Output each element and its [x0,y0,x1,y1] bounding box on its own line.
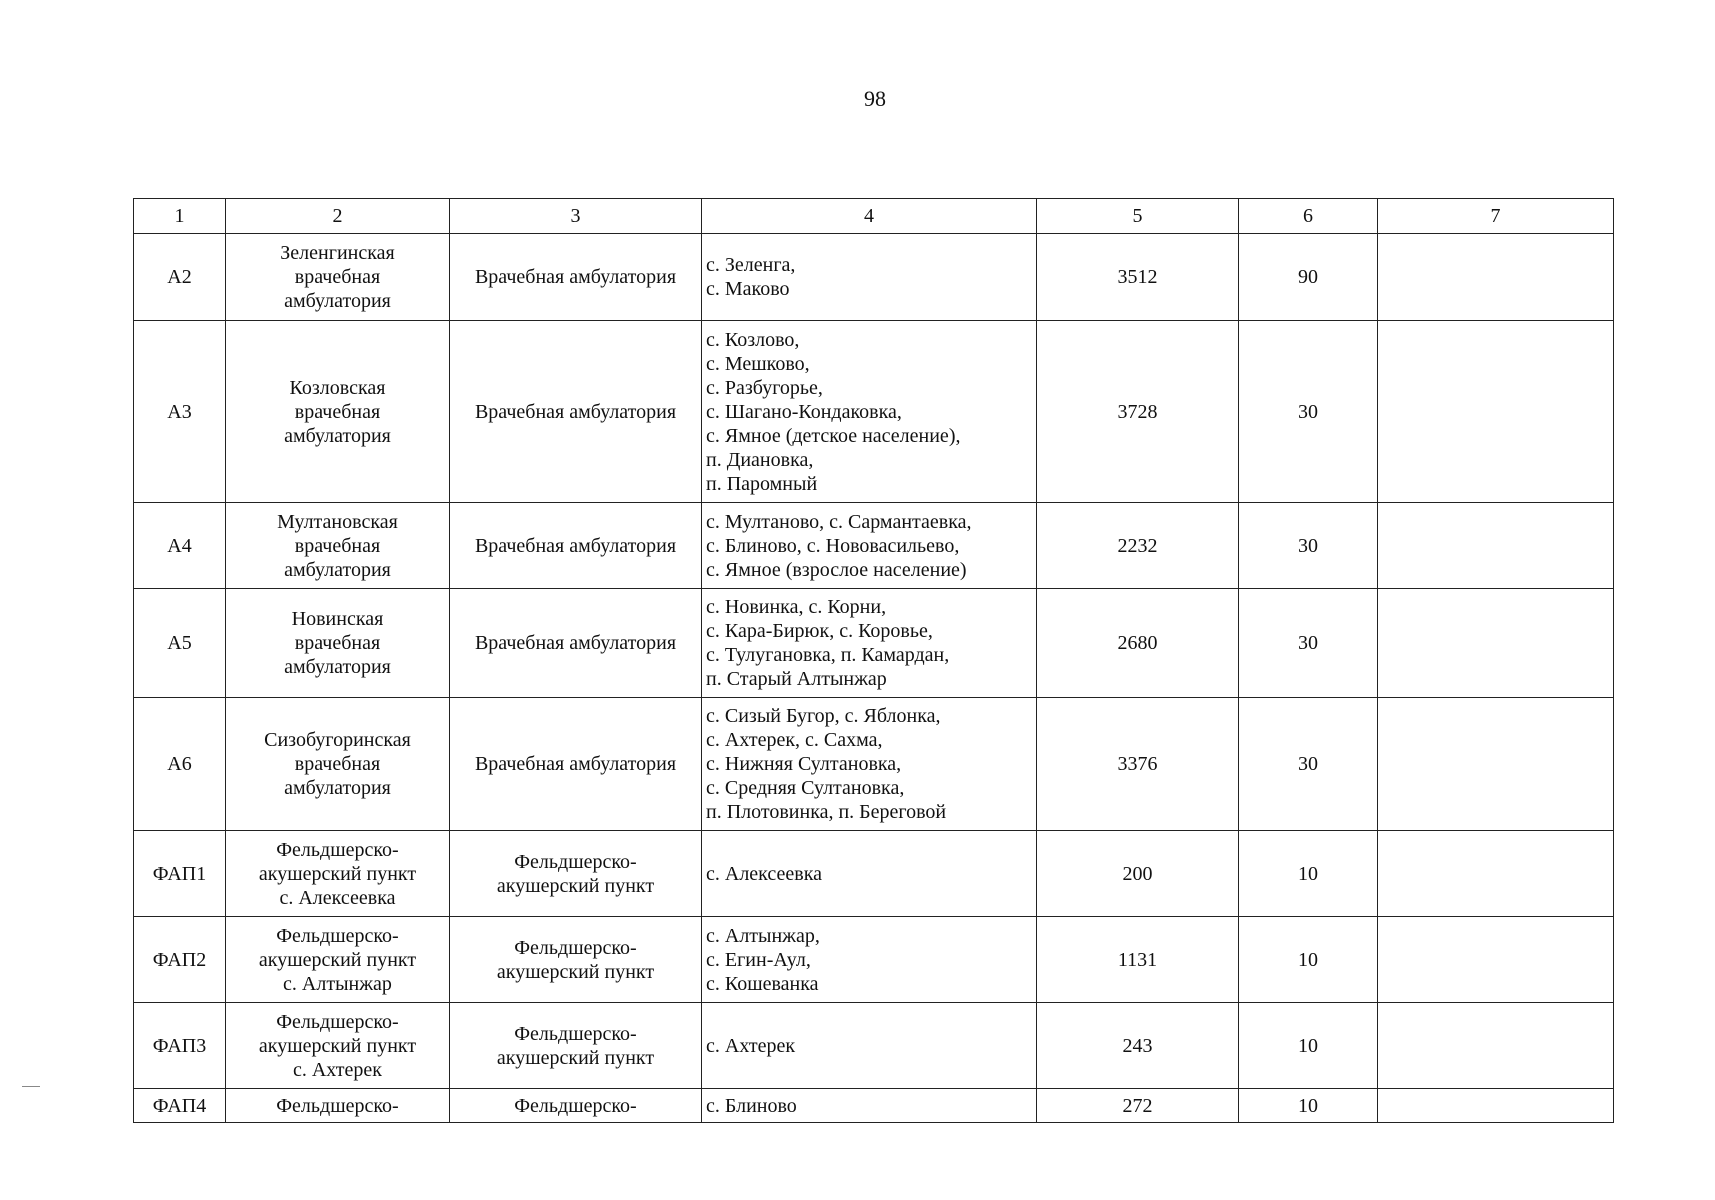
served-localities-line: с. Ахтерек, с. Сахма, [706,729,883,751]
served-localities [702,1003,1037,1089]
served-localities [702,831,1037,917]
facility-name-line: Фельдшерско- [276,1010,399,1033]
served-localities [702,321,1037,503]
served-localities-line: с. Ямное (взрослое население) [706,558,967,581]
population-value: 3728 [1037,321,1239,503]
facility-type-line: Врачебная амбулатория [474,266,677,288]
facilities-table [133,198,1614,1123]
served-localities-line: с. Маково [706,278,790,300]
facility-name-line: врачебная [294,266,381,288]
served-localities [702,917,1037,1003]
population-value: 1131 [1037,917,1239,1003]
table-row [134,1003,1614,1089]
facility-name [226,589,450,698]
served-localities-line: с. Средняя Султановка, [706,777,905,799]
facility-name [226,831,450,917]
distance-value: 30 [1239,589,1378,698]
facility-name-line: Сизобугоринская [264,729,411,751]
facility-name-line: амбулатория [284,777,391,799]
served-localities-line: с. Разбугорье, [706,376,823,399]
distance-value: 10 [1239,831,1378,917]
page-number: 98 [864,86,886,111]
population-value: 2680 [1037,589,1239,698]
table-row [134,1089,1614,1123]
note-cell [1378,234,1614,321]
facility-name-line: Зеленгинская [280,242,395,264]
header-cell-7: 7 [1378,199,1614,234]
note-cell [1378,503,1614,589]
table-row [134,503,1614,589]
table-row [134,831,1614,917]
facility-name-line: Фельдшерско- [276,838,399,861]
distance-value: 10 [1239,917,1378,1003]
served-localities-line: с. Тулугановка, п. Камардан, [706,644,950,666]
distance-value: 30 [1239,321,1378,503]
facility-type-line: Фельдшерско- [514,850,637,873]
served-localities-line: с. Егин-Аул, [706,948,811,971]
facility-name-line: с. Алтынжар [283,972,392,995]
served-localities-line: с. Новинка, с. Корни, [706,596,887,618]
facility-code: ФАП2 [134,917,226,1003]
facility-name-line: акушерский пункт [258,948,417,971]
served-localities-line: с. Блиново [706,1094,797,1117]
facility-name-line: акушерский пункт [258,1034,417,1057]
facility-type-line: Фельдшерско- [514,1022,637,1045]
facility-type-line: Врачебная амбулатория [474,400,677,423]
served-localities [702,1089,1037,1123]
facility-code: ФАП4 [134,1089,226,1123]
served-localities-line: п. Паромный [706,472,818,495]
distance-value: 10 [1239,1003,1378,1089]
facility-name-line: врачебная [294,534,381,557]
facility-name [226,1003,450,1089]
facility-name [226,698,450,831]
facility-code: А5 [134,589,226,698]
facility-name-line: врачебная [294,400,381,423]
population-value: 272 [1037,1089,1239,1123]
header-cell-6: 6 [1239,199,1378,234]
note-cell [1378,1089,1614,1123]
table-row [134,234,1614,321]
population-value: 3512 [1037,234,1239,321]
facility-type [450,917,702,1003]
facility-name-line: Фельдшерско- [276,1094,399,1117]
facility-name [226,503,450,589]
note-cell [1378,698,1614,831]
facility-type [450,1089,702,1123]
served-localities [702,589,1037,698]
served-localities-line: с. Ямное (детское население), [706,424,961,447]
distance-value: 30 [1239,503,1378,589]
served-localities-line: с. Шагано-Кондаковка, [706,400,902,423]
facility-name-line: амбулатория [284,290,391,312]
facility-name [226,1089,450,1123]
served-localities-line: с. Кошеванка [706,972,819,995]
facility-code: А3 [134,321,226,503]
served-localities [702,698,1037,831]
facility-name-line: Козловская [289,376,386,399]
served-localities-line: п. Плотовинка, п. Береговой [706,801,947,823]
facility-type [450,503,702,589]
distance-value: 90 [1239,234,1378,321]
table-row [134,917,1614,1003]
distance-value: 10 [1239,1089,1378,1123]
header-cell-5: 5 [1037,199,1239,234]
table-row [134,589,1614,698]
facility-type-line: Фельдшерско- [514,1094,637,1117]
note-cell [1378,321,1614,503]
served-localities-line: с. Блиново, с. Нововасильево, [706,534,960,557]
population-value: 243 [1037,1003,1239,1089]
facility-type [450,321,702,503]
served-localities-line: с. Алексеевка [706,862,823,885]
facility-name [226,234,450,321]
facility-name-line: Мултановская [277,510,398,533]
facility-code: ФАП1 [134,831,226,917]
facility-name-line: врачебная [294,632,381,654]
header-cell-2: 2 [226,199,450,234]
served-localities [702,234,1037,321]
header-cell-3: 3 [450,199,702,234]
served-localities-line: п. Старый Алтынжар [706,668,887,690]
note-cell [1378,917,1614,1003]
note-cell [1378,589,1614,698]
facility-name-line: врачебная [294,753,381,775]
table-body [134,234,1614,1123]
facility-type [450,1003,702,1089]
served-localities-line: с. Нижняя Султановка, [706,753,902,775]
facility-code: ФАП3 [134,1003,226,1089]
population-value: 200 [1037,831,1239,917]
facility-name-line: амбулатория [284,656,391,678]
facility-code: А2 [134,234,226,321]
served-localities-line: с. Мешково, [706,352,810,375]
facility-name-line: акушерский пункт [258,862,417,885]
facility-name-line: амбулатория [284,424,391,447]
facility-name-line: амбулатория [284,558,391,581]
table-header [134,199,1614,234]
note-cell [1378,1003,1614,1089]
served-localities [702,503,1037,589]
facility-type [450,698,702,831]
served-localities-line: п. Диановка, [706,448,814,471]
population-value: 3376 [1037,698,1239,831]
facility-name-line: с. Алексеевка [279,886,396,909]
facility-type-line: акушерский пункт [496,960,655,983]
facility-name-line: Новинская [291,608,384,630]
header-cell-1: 1 [134,199,226,234]
facility-type-line: Врачебная амбулатория [474,632,677,654]
served-localities-line: с. Мултаново, с. Сармантаевка, [706,510,972,533]
margin-mark [22,1086,40,1087]
facility-name-line: с. Ахтерек [292,1058,383,1081]
note-cell [1378,831,1614,917]
served-localities-line: с. Зеленга, [706,254,796,276]
facility-type-line: акушерский пункт [496,874,655,897]
distance-value: 30 [1239,698,1378,831]
served-localities-line: с. Сизый Бугор, с. Яблонка, [706,705,941,727]
served-localities-line: с. Алтынжар, [706,924,820,947]
facility-code: А4 [134,503,226,589]
facility-type [450,589,702,698]
facility-type-line: Врачебная амбулатория [474,753,677,775]
served-localities-line: с. Козлово, [706,328,800,351]
facility-type-line: Врачебная амбулатория [474,534,677,557]
header-cell-4: 4 [702,199,1037,234]
facility-code: А6 [134,698,226,831]
header-row [134,199,1614,234]
facility-name-line: Фельдшерско- [276,924,399,947]
facility-name [226,321,450,503]
facility-type-line: Фельдшерско- [514,936,637,959]
population-value: 2232 [1037,503,1239,589]
table-row [134,321,1614,503]
served-localities-line: с. Ахтерек [706,1034,796,1057]
served-localities-line: с. Кара-Бирюк, с. Коровье, [706,620,933,642]
facility-type [450,831,702,917]
table-row [134,698,1614,831]
facility-type [450,234,702,321]
facility-name [226,917,450,1003]
facility-type-line: акушерский пункт [496,1046,655,1069]
